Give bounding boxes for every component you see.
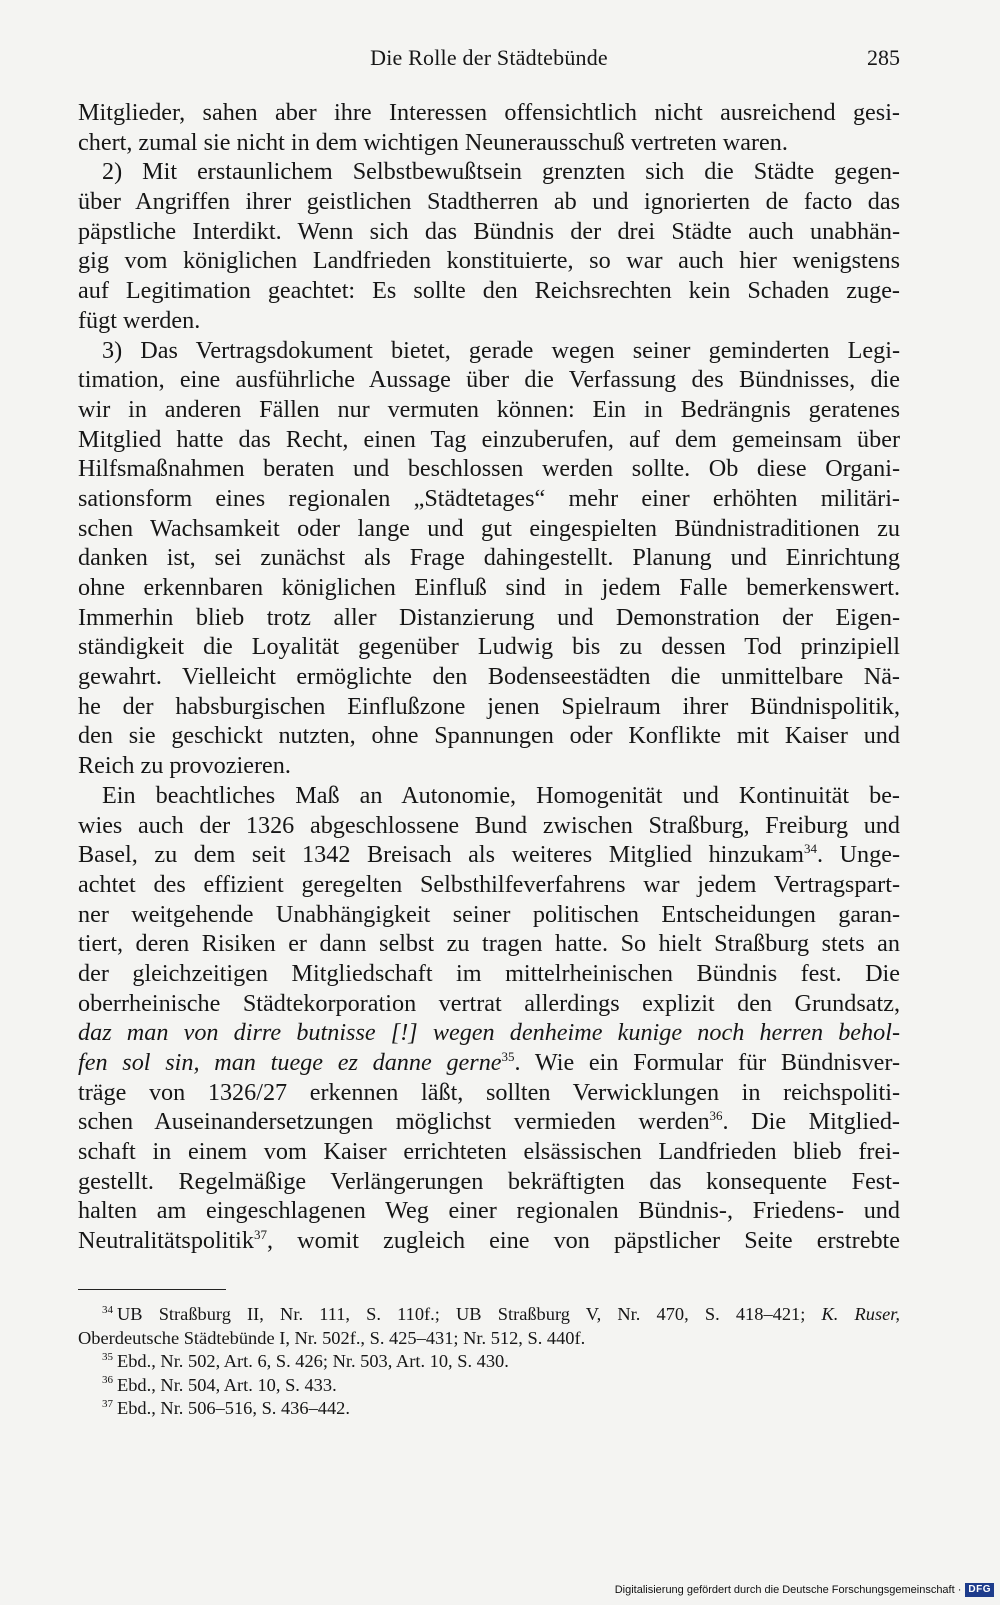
text-line: oberrheinische Städtekorporation vertrat allerdings explizit den Grundsatz,: [78, 989, 900, 1017]
text-line: träge von 1326/27 erkennen läßt, sollten Verwicklungen in reichspoliti-: [78, 1078, 900, 1106]
text-line: halten am eingeschlagenen Weg einer regionalen Bündnis-, Friedens- und: [78, 1197, 900, 1225]
text-line: wir in anderen Fällen nur vermuten können: Ein in Bedrängnis geratenes: [78, 395, 900, 423]
footnote-ref: 37: [254, 1227, 267, 1243]
text-line: achtet des effizient geregelten Selbsthilfeverfahrens war jedem Vertragspart-: [78, 870, 900, 898]
text-line: fügt werden.: [78, 306, 201, 334]
text-line: chert, zumal sie nicht in dem wichtigen Neunerausschuß vertreten waren.: [78, 128, 788, 156]
digitization-credit: [615, 1582, 994, 1598]
footnote-ref: 36: [709, 1108, 723, 1124]
text-line: schaft in einem vom Kaiser errichteten elsässischen Landfrieden blieb frei-: [78, 1138, 900, 1166]
text-line: gig vom königlichen Landfrieden konstituierte, so war auch hier wenigstens: [78, 247, 900, 275]
quotation: fen sol sin, man tuege ez danne gerne: [78, 1049, 502, 1076]
footnotes: [78, 1303, 900, 1421]
text-line: fen sol sin, man tuege ez danne gerne$^{35}$. Wie ein Formular für Bündnisver-: [78, 1048, 900, 1076]
text-line: auf Legitimation geachtet: Es sollte den Reichsrechten kein Schaden zuge-: [78, 277, 900, 305]
footnote-36: $^{36}$ Ebd., Nr. 504, Art. 10, S. 433.: [102, 1374, 337, 1395]
text-line: schen Wachsamkeit oder lange und gut eingespielten Bündnistraditionen zu: [78, 514, 900, 542]
footnote-34-continued: Oberdeutsche Städtebünde I, Nr. 502f., S. 425–431; Nr. 512, S. 440f.: [78, 1327, 586, 1348]
footnote-separator: [78, 1289, 226, 1290]
footnote-ref: 34: [803, 841, 817, 857]
text-line: über Angriffen ihrer geistlichen Stadtherren ab und ignorierten de facto das: [78, 188, 900, 216]
text-line: 3) Das Vertragsdokument bietet, gerade wegen seiner geminderten Legi-: [102, 336, 900, 364]
text-line: Reich zu provozieren.: [78, 752, 291, 780]
text-line: schen Auseinandersetzungen möglichst vermieden werden$^{36}$. Die Mitglied-: [78, 1108, 900, 1136]
text-line: wies auch der 1326 abgeschlossene Bund zwischen Straßburg, Freiburg und: [78, 811, 900, 839]
text-line: timation, eine ausführliche Aussage über die Verfassung des Bündnisses, die: [78, 366, 900, 394]
text-line: Basel, zu dem seit 1342 Breisach als weiteres Mitglied hinzukam$^{34}$. Unge-: [78, 841, 900, 869]
text-line: ner weitgehende Unabhängigkeit seiner politischen Entscheidungen garan-: [78, 900, 900, 928]
text-line: ständigkeit die Loyalität gegenüber Ludwig bis zu dessen Tod prinzipiell: [78, 633, 900, 661]
text-line: gewahrt. Vielleicht ermöglichte den Bodenseestädten die unmittelbare Nä-: [78, 663, 900, 691]
text-line: danken ist, sei zunächst als Frage dahingestellt. Planung und Einrichtung: [78, 544, 900, 572]
text-line: Immerhin blieb trotz aller Distanzierung und Demonstration der Eigen-: [78, 603, 900, 631]
text-line: 2) Mit erstaunlichem Selbstbewußtsein grenzten sich die Städte gegen-: [102, 158, 900, 186]
footnote-37: $^{37}$ Ebd., Nr. 506–516, S. 436–442.: [102, 1397, 350, 1418]
body-text: [78, 98, 900, 1256]
footnote-ref: 35: [501, 1048, 515, 1064]
credit-text: Digitalisierung gefördert durch die Deutsche Forschungsgemeinschaft ·: [614, 1584, 962, 1596]
text-line: den sie geschickt nutzten, ohne Spannungen oder Konflikte mit Kaiser und: [78, 722, 900, 750]
dfg-logo: DFG: [965, 1583, 994, 1597]
text-line: Neutralitätspolitik$^{37}$, womit zugleich eine von päpstlicher Seite erstrebte: [78, 1227, 900, 1255]
text-line: ohne erkennbaren königlichen Einfluß sind in jedem Falle bemerkenswert.: [78, 574, 900, 601]
text-line: gestellt. Regelmäßige Verlängerungen bekräftigten das konsequente Fest-: [78, 1167, 900, 1195]
running-header: [78, 40, 900, 76]
running-title: Die Rolle der Städtebünde: [370, 45, 608, 70]
text-line: he der habsburgischen Einflußzone jenen Spielraum ihrer Bündnispolitik,: [78, 692, 900, 720]
text-line: Mitglied hatte das Recht, einen Tag einzuberufen, auf dem gemeinsam über: [78, 425, 900, 453]
text-line: [78, 1018, 900, 1048]
text-line: sationsform eines regionalen „Städtetages“ mehr einer erhöhten militäri-: [78, 484, 900, 512]
text-line: Mitglieder, sahen aber ihre Interessen offensichtlich nicht ausreichend gesi-: [78, 99, 900, 126]
text-line: der gleichzeitigen Mitgliedschaft im mittelrheinischen Bündnis fest. Die: [78, 959, 900, 987]
text-line: tiert, deren Risiken er dann selbst zu tragen hatte. So hielt Straßburg stets an: [78, 930, 900, 958]
footnote-35: $^{35}$ Ebd., Nr. 502, Art. 6, S. 426; Nr. 503, Art. 10, S. 430.: [102, 1350, 509, 1371]
text-line: Hilfsmaßnahmen beraten und beschlossen werden sollte. Ob diese Organi-: [78, 455, 900, 483]
text-line: Ein beachtliches Maß an Autonomie, Homogenität und Kontinuität be-: [102, 781, 900, 809]
quotation: daz man von dirre butnisse [!] wegen denheime kunige noch herren behol-: [78, 1019, 900, 1047]
page-number: 285: [867, 45, 900, 70]
footnote-34: $^{34}$ UB Straßburg II, Nr. 111, S. 110f.; UB Straßburg V, Nr. 470, S. 418–421; K. Ruser,: [102, 1303, 900, 1324]
text-line: päpstliche Interdikt. Wenn sich das Bündnis der drei Städte auch unabhän-: [78, 217, 900, 245]
